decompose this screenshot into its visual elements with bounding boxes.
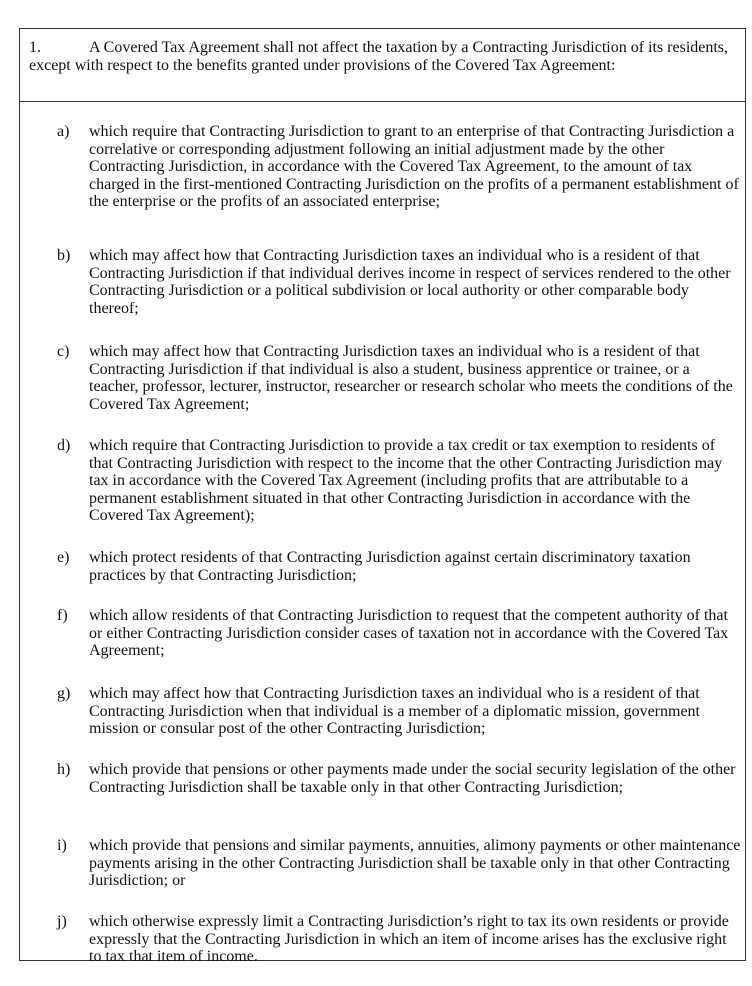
- item-text: which may affect how that Contracting Jurisdiction taxes an individual who is a resident of that Contracting Jurisdiction if that individual is also a student, business apprentice or trainee, or a teacher, professor, lecturer, instructor, researcher or research scholar who meets the conditions of the Covered Tax Agreement;: [89, 343, 733, 413]
- item-marker: h): [57, 761, 71, 778]
- list-item: [20, 343, 745, 437]
- item-marker: a): [57, 123, 70, 140]
- list-item: [20, 685, 745, 761]
- intro-paragraph: [20, 29, 745, 102]
- list-item: [20, 607, 745, 685]
- item-marker: g): [57, 685, 71, 702]
- item-marker: f): [57, 607, 68, 624]
- item-text: which provide that pensions or other payments made under the social security legislation of the other Contracting Jurisdiction shall be taxable only in that other Contracting Jurisdiction;: [89, 761, 736, 796]
- item-text: which allow residents of that Contracting Jurisdiction to request that the competent authority of that or either Contracting Jurisdiction consider cases of taxation not in accordance with the Covered Tax Agreement;: [89, 607, 729, 659]
- item-marker: j): [57, 913, 67, 930]
- document-box: [19, 28, 746, 965]
- item-text: which may affect how that Contracting Jurisdiction taxes an individual who is a resident of that Contracting Jurisdiction when that individual is a member of a diplomatic mission, government mission or consular post of the other Contracting Jurisdiction;: [89, 685, 700, 737]
- item-text: which otherwise expressly limit a Contracting Jurisdiction’s right to tax its own residents or provide expressly that the Contracting Jurisdiction in which an item of income arises has the exclusive right to tax that item of income.: [89, 913, 729, 965]
- item-text: which may affect how that Contracting Jurisdiction taxes an individual who is a resident of that Contracting Jurisdiction if that individual derives income in respect of services rendered to the other Contracting Jurisdiction or a political subdivision or local authority or other comparable body thereof;: [89, 247, 731, 317]
- item-text: which provide that pensions and similar payments, annuities, alimony payments or other maintenance payments arising in the other Contracting Jurisdiction shall be taxable only in that other Contracting Jurisdiction; or: [89, 837, 741, 889]
- list-item: [20, 123, 745, 247]
- list-item: [20, 437, 745, 549]
- list-item: [20, 837, 745, 913]
- item-text: which require that Contracting Jurisdiction to grant to an enterprise of that Contracting Jurisdiction a correlative or corresponding adjustment following an initial adjustment made by the other Contracting Jurisdiction, in accordance with the Covered Tax Agreement, to the amount of tax charged in the first-mentioned Contracting Jurisdiction on the profits of a permanent establishment of the enterprise or the profits of an associated enterprise;: [89, 123, 739, 210]
- list-item: [20, 913, 745, 969]
- list-item: [20, 247, 745, 343]
- list-item: [20, 761, 745, 837]
- item-text: which require that Contracting Jurisdiction to provide a tax credit or tax exemption to residents of that Contracting Jurisdiction with respect to the income that the other Contracting Jurisdiction may tax in accordance with the Covered Tax Agreement (including profits that are attributable to a permanent establishment situated in that other Contracting Jurisdiction in accordance with the Covered Tax Agreement);: [89, 437, 723, 524]
- item-marker: d): [57, 437, 71, 454]
- intro-text: A Covered Tax Agreement shall not affect the taxation by a Contracting Jurisdiction of its residents, except with respect to the benefits granted under provisions of the Covered Tax Agreement:: [29, 39, 729, 74]
- item-marker: e): [57, 549, 70, 566]
- item-marker: b): [57, 247, 71, 264]
- paragraph-number: 1.: [29, 39, 41, 56]
- item-marker: c): [57, 343, 70, 360]
- item-list: [20, 123, 745, 969]
- item-marker: i): [57, 837, 67, 854]
- list-item: [20, 549, 745, 607]
- item-text: which protect residents of that Contracting Jurisdiction against certain discriminatory taxation practices by that Contracting Jurisdiction;: [89, 549, 691, 584]
